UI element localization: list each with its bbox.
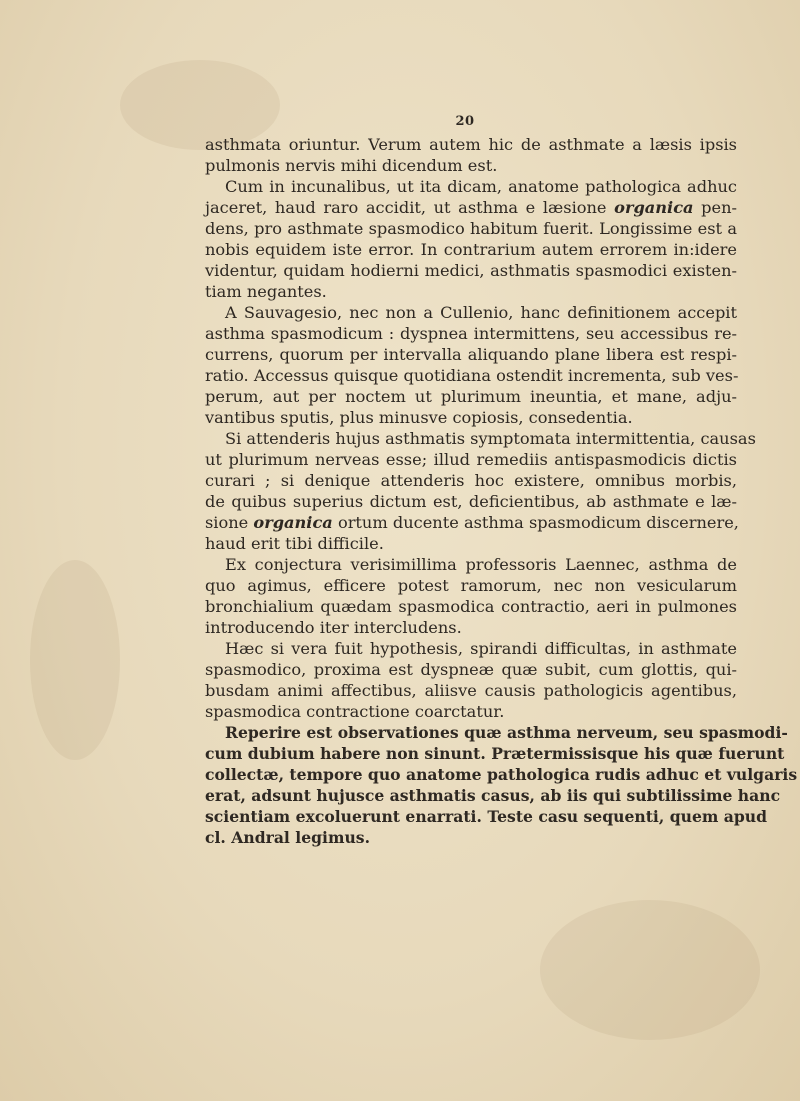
italic-term: organica	[614, 198, 694, 217]
paper-stain	[540, 900, 760, 1040]
text-line: quo agimus, efficere potest ramorum, nec non vesicularum	[205, 576, 737, 595]
text-line: Reperire est observationes quæ asthma nerveum, seu spasmodi-	[225, 723, 788, 742]
text-line: sione organica ortum ducente asthma spasmodicum discernere,	[205, 513, 739, 532]
text-line: ratio. Accessus quisque quotidiana ostendit incrementa, sub ves-	[205, 366, 739, 385]
text-line: jaceret, haud raro accidit, ut asthma e læsione organica pen-	[205, 198, 737, 217]
text-line: collectæ, tempore quo anatome pathologica rudis adhuc et vulgaris	[205, 765, 798, 784]
text-line: nobis equidem iste error. In contrarium autem errorem in:idere	[205, 240, 737, 259]
text-line: Si attenderis hujus asthmatis symptomata intermittentia, causas	[225, 429, 756, 448]
text-line: perum, aut per noctem ut plurimum ineuntia, et mane, adju-	[205, 387, 737, 406]
text-line: videntur, quidam hodierni medici, asthmatis spasmodici existen-	[205, 261, 737, 280]
page-number: 20	[455, 114, 475, 129]
italic-term: organica	[253, 513, 333, 532]
text-line: cl. Andral legimus.	[205, 828, 371, 847]
text-line: asthma spasmodicum : dyspnea intermittens, seu accessibus re-	[205, 324, 737, 343]
text-line: haud erit tibi difficile.	[205, 534, 384, 553]
text-line: cum dubium habere non sinunt. Prætermissisque his quæ fuerunt	[205, 744, 785, 763]
text-line: pulmonis nervis mihi dicendum est.	[205, 156, 498, 175]
text-line: dens, pro asthmate spasmodico habitum fuerit. Longissime est a	[205, 219, 737, 238]
body-text	[205, 134, 798, 848]
text-line: introducendo iter intercludens.	[205, 618, 462, 637]
text-line: spasmodica contractione coarctatur.	[205, 702, 505, 721]
text-line: Hæc si vera fuit hypothesis, spirandi difficultas, in asthmate	[225, 639, 737, 658]
text-line: asthmata oriuntur. Verum autem hic de asthmate a læsis ipsis	[205, 135, 737, 154]
text-line: curari ; si denique attenderis hoc existere, omnibus morbis,	[205, 471, 737, 490]
text-line: spasmodico, proxima est dyspneæ quæ subit, cum glottis, qui-	[205, 660, 737, 679]
text-line: erat, adsunt hujusce asthmatis casus, ab iis qui subtilissime hanc	[205, 786, 781, 805]
text-line: ut plurimum nerveas esse; illud remediis antispasmodicis dictis	[205, 450, 737, 469]
text-line: Ex conjectura verisimillima professoris Laennec, asthma de	[225, 555, 737, 574]
text-line: currens, quorum per intervalla aliquando plane libera est respi-	[205, 345, 737, 364]
text-line: de quibus superius dictum est, deficientibus, ab asthmate e læ-	[205, 492, 737, 511]
paper-stain	[30, 560, 120, 760]
text-line: busdam animi affectibus, aliisve causis pathologicis agentibus,	[205, 681, 737, 700]
text-line: Cum in incunalibus, ut ita dicam, anatome pathologica adhuc	[225, 177, 737, 196]
text-line: tiam negantes.	[205, 282, 327, 301]
text-line: vantibus sputis, plus minusve copiosis, consedentia.	[205, 408, 633, 427]
text-line: scientiam excoluerunt enarrati. Teste casu sequenti, quem apud	[205, 807, 768, 826]
text-line: A Sauvagesio, nec non a Cullenio, hanc definitionem accepit	[225, 303, 737, 322]
text-line: bronchialium quædam spasmodica contractio, aeri in pulmones	[205, 597, 737, 616]
